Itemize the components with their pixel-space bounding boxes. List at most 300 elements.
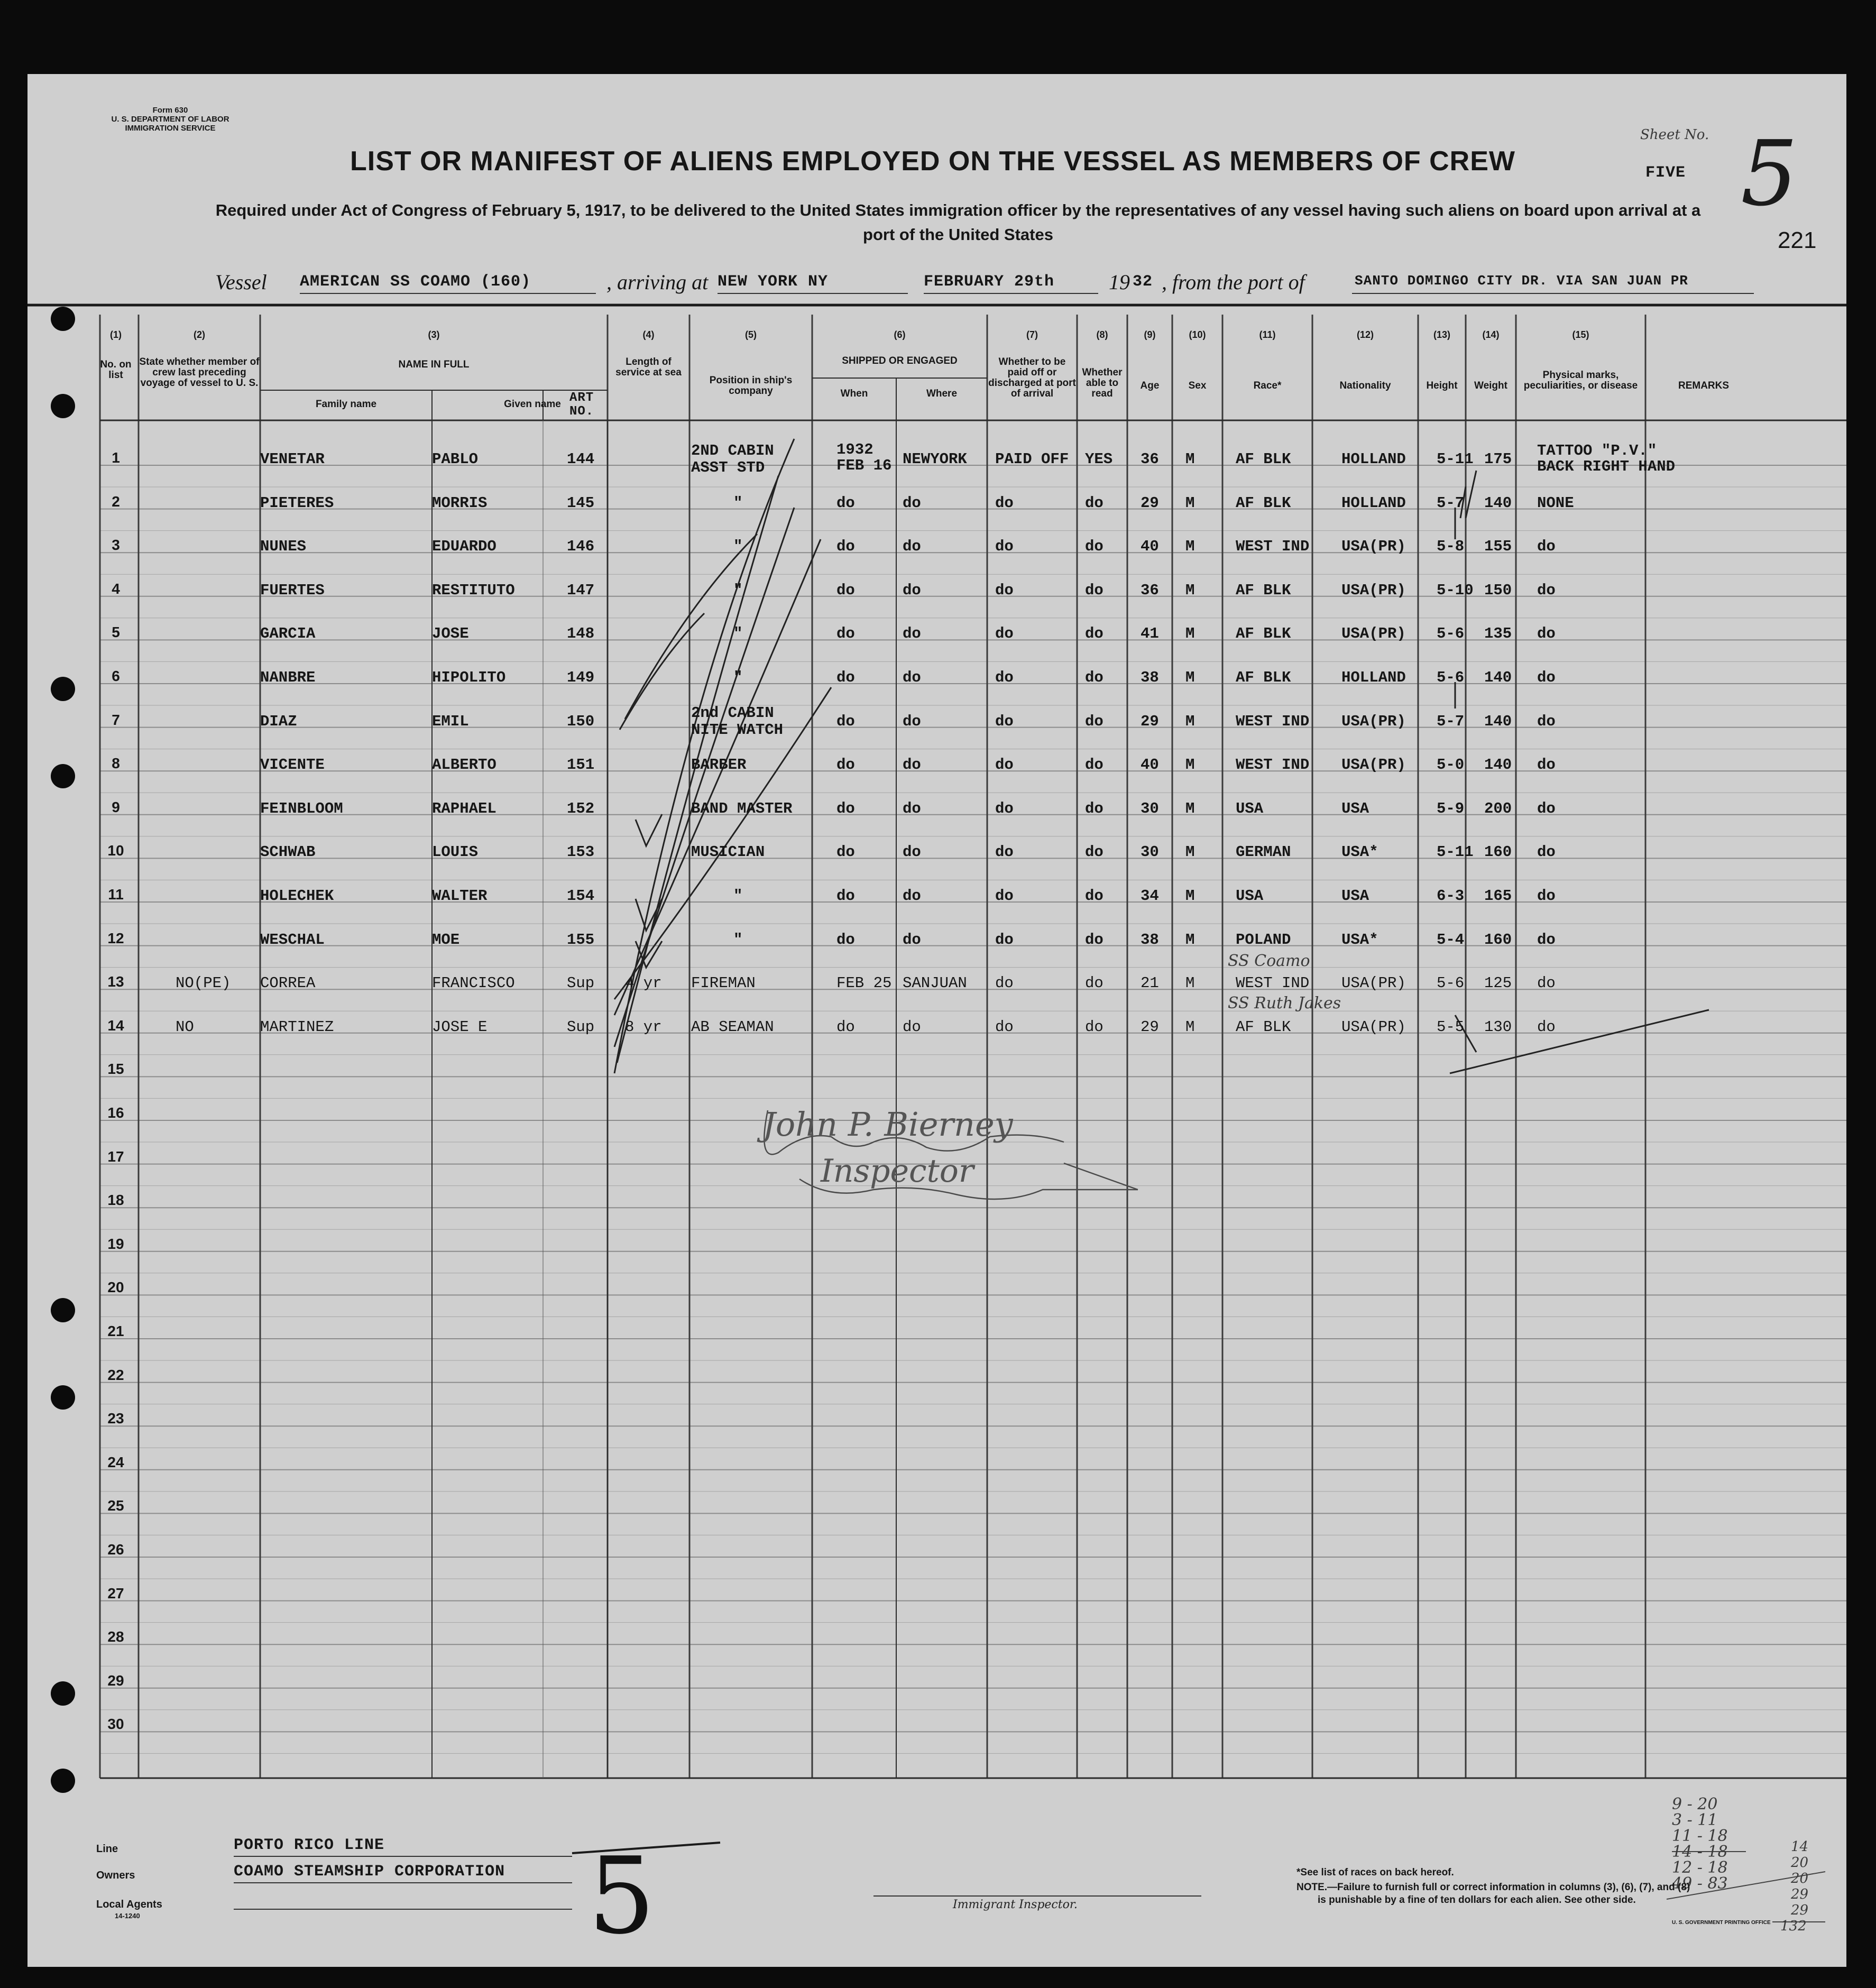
cell-weight: 200: [1484, 799, 1512, 817]
col-num: (12): [1356, 329, 1374, 340]
cell-race: WEST IND: [1236, 756, 1310, 774]
row-number: 5: [112, 624, 120, 641]
cell-art: 146: [567, 538, 595, 556]
tally-entry: 9 - 20: [1672, 1795, 1718, 1814]
cell-art: 148: [567, 625, 595, 643]
cell-weight: 165: [1484, 887, 1512, 905]
cell-pos2: NITE WATCH: [691, 721, 784, 739]
cell-age: 29: [1141, 1018, 1159, 1036]
cell-where: do: [903, 494, 921, 512]
cell-when2: do: [836, 625, 855, 643]
cell-pos1: ": [733, 538, 743, 556]
cell-given: MOE: [432, 931, 460, 949]
footer-owners: COAMO STEAMSHIP CORPORATION: [234, 1863, 505, 1881]
sheet-no-label: Sheet No.: [1640, 127, 1709, 143]
cell-phys1: do: [1537, 843, 1556, 861]
cell-pos1: BAND MASTER: [691, 799, 793, 817]
cell-sex: M: [1185, 581, 1195, 599]
cell-weight: 175: [1484, 450, 1512, 468]
cell-height: 6-3: [1437, 887, 1465, 905]
row-number: 4: [112, 580, 120, 597]
cell-family: MARTINEZ: [260, 1018, 334, 1036]
cell-given: WALTER: [432, 887, 488, 905]
footer-agents-label: Local Agents: [96, 1899, 162, 1910]
cell-height: 5-11: [1437, 843, 1474, 861]
cell-where: do: [903, 538, 921, 556]
cell-length: 4 yr: [625, 974, 662, 992]
cell-given: HIPOLITO: [432, 669, 506, 686]
cell-height: 5-4: [1437, 931, 1465, 949]
row-number: 16: [107, 1105, 124, 1121]
cell-age: 41: [1141, 625, 1159, 643]
cell-where: do: [903, 669, 921, 686]
cell-when2: do: [836, 931, 855, 949]
cell-race: POLAND: [1236, 931, 1291, 949]
row-number: 20: [107, 1279, 124, 1296]
cell-age: 36: [1141, 581, 1159, 599]
cell-where: do: [903, 887, 921, 905]
footer-inspector-label: Immigrant Inspector.: [953, 1898, 1078, 1911]
tally-right-entry: 14: [1791, 1839, 1809, 1855]
cell-art: 152: [567, 799, 595, 817]
cell-family: NANBRE: [260, 669, 316, 686]
cell-pos1: BARBER: [691, 756, 747, 774]
row-number: 11: [108, 886, 124, 903]
row-number: 10: [107, 842, 124, 859]
cell-weight: 140: [1484, 494, 1512, 512]
cell-art: 154: [567, 887, 595, 905]
cell-pos1: 2ND CABIN: [691, 442, 774, 459]
cell-phys1: do: [1537, 887, 1556, 905]
cell-where: do: [903, 1018, 921, 1036]
cell-nat: HOLLAND: [1341, 450, 1406, 468]
cell-pos1: ": [733, 931, 743, 949]
cell-race: AF BLK: [1236, 494, 1291, 512]
cell-phys1: NONE: [1537, 494, 1574, 512]
cell-sex: M: [1185, 625, 1195, 643]
cell-weight: 155: [1484, 538, 1512, 556]
sheet-no-handwritten: 5: [1741, 122, 1798, 226]
cell-paid: do: [995, 887, 1014, 905]
header-length-service: Length of service at sea: [615, 356, 682, 378]
cell-family: CORREA: [260, 974, 316, 992]
cell-where: do: [903, 625, 921, 643]
col-num: (3): [428, 329, 440, 340]
cell-phys1: do: [1537, 1018, 1556, 1036]
cell-height: 5-9: [1437, 799, 1465, 817]
arrival-date: FEBRUARY 29th: [924, 273, 1055, 291]
cell-sex: M: [1185, 843, 1195, 861]
cell-sex: M: [1185, 974, 1195, 992]
row-number: 3: [112, 537, 120, 554]
cell-paid: do: [995, 625, 1014, 643]
row-number: 25: [107, 1497, 124, 1514]
header-shipped-engaged: SHIPPED OR ENGAGED: [842, 355, 958, 366]
cell-read: do: [1085, 756, 1103, 774]
subtitle-line-2: port of the United States: [863, 225, 1053, 244]
cell-family: PIETERES: [260, 494, 334, 512]
cell-given: JOSE E: [432, 1018, 488, 1036]
col-num: (4): [642, 329, 655, 340]
cell-given: EDUARDO: [432, 538, 496, 556]
cell-where: SANJUAN: [903, 974, 967, 992]
col-num: (2): [194, 329, 205, 340]
cell-height: 5-11: [1437, 450, 1474, 468]
cell-art: 149: [567, 669, 595, 686]
cell-when1: 1932: [836, 441, 873, 458]
form-number: Form 630: [152, 106, 188, 115]
arrival-port: NEW YORK NY: [718, 273, 829, 291]
cell-phys1: TATTOO "P.V.": [1537, 442, 1657, 459]
tally-entry: 12 - 18: [1672, 1858, 1728, 1877]
cell-family: VENETAR: [260, 450, 325, 468]
header-sex: Sex: [1188, 380, 1207, 391]
cell-nat: USA(PR): [1341, 625, 1406, 643]
cell-phys1: do: [1537, 712, 1556, 730]
header-remarks: REMARKS: [1678, 380, 1730, 391]
cell-state: NO(PE): [176, 974, 231, 992]
cell-phys1: do: [1537, 581, 1556, 599]
cell-family: GARCIA: [260, 625, 316, 643]
cell-read: do: [1085, 843, 1103, 861]
cell-pos1: MUSICIAN: [691, 843, 765, 861]
department-label: U. S. DEPARTMENT OF LABOR: [111, 115, 229, 124]
cell-pos2: ASST STD: [691, 459, 765, 476]
tally-entry: 11 - 18: [1672, 1827, 1728, 1845]
cell-pos1: ": [733, 669, 743, 686]
cell-art: 144: [567, 450, 595, 468]
cell-pos1: ": [733, 625, 743, 643]
row-number: 28: [107, 1628, 124, 1645]
cell-weight: 160: [1484, 843, 1512, 861]
cell-where: do: [903, 931, 921, 949]
cell-age: 29: [1141, 712, 1159, 730]
cell-read: do: [1085, 931, 1103, 949]
cell-family: FUERTES: [260, 581, 325, 599]
cell-when2: do: [836, 1018, 855, 1036]
cell-paid: do: [995, 931, 1014, 949]
cell-read: do: [1085, 538, 1103, 556]
tally-right-entry: 20: [1791, 1871, 1809, 1886]
cell-race: USA: [1236, 799, 1264, 817]
arriving-label: , arriving at: [606, 270, 709, 294]
row-number: 15: [107, 1061, 124, 1078]
cell-read: do: [1085, 887, 1103, 905]
tally-right-entry: 29: [1791, 1886, 1809, 1902]
cell-paid: do: [995, 756, 1014, 774]
header-art-no: ART NO.: [569, 391, 594, 419]
header-nationality: Nationality: [1339, 380, 1391, 391]
row-number: 27: [107, 1585, 124, 1602]
cell-where: do: [903, 799, 921, 817]
row-number: 12: [107, 929, 124, 946]
cell-art: 151: [567, 756, 595, 774]
cell-age: 34: [1141, 887, 1159, 905]
col-num: (10): [1189, 329, 1206, 340]
cell-where: do: [903, 712, 921, 730]
cell-phys1: do: [1537, 974, 1556, 992]
row-number: 7: [112, 711, 120, 728]
cell-weight: 160: [1484, 931, 1512, 949]
cell-sex: M: [1185, 887, 1195, 905]
sheet-no-typed: FIVE: [1645, 164, 1686, 182]
cell-read: do: [1085, 1018, 1103, 1036]
col-num: (1): [110, 329, 122, 340]
cell-read: do: [1085, 581, 1103, 599]
row-number: 17: [107, 1148, 124, 1165]
cell-sex: M: [1185, 494, 1195, 512]
departure-port: SANTO DOMINGO CITY DR. VIA SAN JUAN PR: [1355, 273, 1688, 289]
handwritten-note-vessel: SS Coamo: [1228, 952, 1310, 970]
cell-nat: USA: [1341, 799, 1369, 817]
cell-paid: PAID OFF: [995, 450, 1069, 468]
footer-form-code: 14-1240: [115, 1912, 140, 1920]
cell-age: 38: [1141, 669, 1159, 686]
cell-age: 21: [1141, 974, 1159, 992]
cell-nat: USA: [1341, 887, 1369, 905]
cell-state: NO: [176, 1018, 194, 1036]
cell-family: HOLECHEK: [260, 887, 334, 905]
cell-nat: USA(PR): [1341, 974, 1406, 992]
cell-weight: 140: [1484, 669, 1512, 686]
cell-paid: do: [995, 1018, 1014, 1036]
cell-family: FEINBLOOM: [260, 799, 343, 817]
header-no-on-list: No. on list: [100, 359, 132, 381]
col-num: (5): [745, 329, 757, 340]
cell-weight: 135: [1484, 625, 1512, 643]
cell-race: AF BLK: [1236, 625, 1291, 643]
cell-race: AF BLK: [1236, 669, 1291, 686]
cell-art: 153: [567, 843, 595, 861]
cell-where: do: [903, 581, 921, 599]
cell-height: 5-5: [1437, 1018, 1465, 1036]
footer-note-2: is punishable by a fine of ten dollars for each alien. See other side.: [1318, 1894, 1636, 1906]
arrival-year: 32: [1133, 273, 1153, 291]
cell-pos1: ": [733, 887, 743, 905]
cell-sex: M: [1185, 1018, 1195, 1036]
cell-paid: do: [995, 799, 1014, 817]
header-race: Race*: [1253, 380, 1282, 391]
header-state-whether: State whether member of crew last preceding voyage of vessel to U. S.: [139, 356, 260, 389]
col-num: (11): [1259, 329, 1276, 340]
cell-when2: do: [836, 756, 855, 774]
bottom-sheet-number: 5: [588, 1835, 656, 1958]
cell-height: 5-7: [1437, 712, 1465, 730]
cell-when2: do: [836, 538, 855, 556]
cell-nat: USA(PR): [1341, 756, 1406, 774]
header-age: Age: [1140, 380, 1160, 391]
cell-family: SCHWAB: [260, 843, 316, 861]
cell-given: RESTITUTO: [432, 581, 515, 599]
cell-when2: FEB 25: [836, 974, 892, 992]
header-name-in-full: NAME IN FULL: [398, 359, 470, 370]
header-weight: Weight: [1474, 380, 1507, 391]
col-num: (9): [1144, 329, 1156, 340]
cell-age: 38: [1141, 931, 1159, 949]
inspector-signature: John P. Bierney: [762, 1105, 1013, 1144]
cell-given: MORRIS: [432, 494, 488, 512]
cell-pos1: 2nd CABIN: [691, 704, 774, 722]
cell-height: 5-7: [1437, 494, 1465, 512]
col-num: (15): [1572, 329, 1589, 340]
cell-age: 30: [1141, 843, 1159, 861]
cell-race: WEST IND: [1236, 712, 1310, 730]
tally-right-entry: 29: [1791, 1902, 1809, 1918]
row-number: 8: [112, 755, 120, 772]
header-where: Where: [926, 388, 958, 399]
row-number: 19: [107, 1235, 124, 1252]
cell-nat: HOLLAND: [1341, 494, 1406, 512]
row-number: 6: [112, 668, 120, 684]
cell-height: 5-8: [1437, 538, 1465, 556]
cell-read: do: [1085, 494, 1103, 512]
cell-paid: do: [995, 494, 1014, 512]
header-physical-marks: Physical marks, peculiarities, or disease: [1523, 370, 1638, 391]
cell-pos1: ": [733, 494, 743, 512]
row-number: 2: [112, 493, 120, 510]
cell-race: WEST IND: [1236, 974, 1310, 992]
col-num: (14): [1482, 329, 1500, 340]
cell-art: Sup: [567, 1018, 595, 1036]
cell-where: do: [903, 756, 921, 774]
header-paid-off: Whether to be paid off or discharged at port of arrival: [988, 356, 1076, 399]
cell-given: ALBERTO: [432, 756, 496, 774]
cell-sex: M: [1185, 538, 1195, 556]
cell-paid: do: [995, 669, 1014, 686]
cell-sex: M: [1185, 756, 1195, 774]
cell-nat: USA(PR): [1341, 581, 1406, 599]
service-label: IMMIGRATION SERVICE: [125, 124, 216, 133]
cell-length: 8 yr: [625, 1018, 662, 1036]
cell-paid: do: [995, 974, 1014, 992]
cell-when2: do: [836, 494, 855, 512]
cell-sex: M: [1185, 712, 1195, 730]
cell-when2: do: [836, 799, 855, 817]
cell-weight: 150: [1484, 581, 1512, 599]
cell-pos1: FIREMAN: [691, 974, 756, 992]
cell-nat: USA(PR): [1341, 1018, 1406, 1036]
col-num: (6): [894, 329, 906, 340]
cell-height: 5-6: [1437, 669, 1465, 686]
stamp-number: 221: [1778, 227, 1817, 253]
cell-read: do: [1085, 974, 1103, 992]
cell-weight: 125: [1484, 974, 1512, 992]
cell-age: 40: [1141, 756, 1159, 774]
row-number: 22: [107, 1366, 124, 1383]
footer-line-label: Line: [96, 1843, 118, 1855]
cell-phys1: do: [1537, 931, 1556, 949]
cell-weight: 140: [1484, 712, 1512, 730]
cell-art: 150: [567, 712, 595, 730]
footer-races-note: *See list of races on back hereof.: [1296, 1867, 1454, 1878]
header-family-name: Family name: [315, 399, 377, 410]
row-number: 14: [107, 1017, 124, 1034]
cell-age: 40: [1141, 538, 1159, 556]
cell-art: Sup: [567, 974, 595, 992]
col-num: (13): [1433, 329, 1450, 340]
row-number: 29: [107, 1672, 124, 1689]
header-when: When: [840, 388, 868, 399]
tally-right-entry: 132: [1780, 1918, 1807, 1934]
cell-sex: M: [1185, 799, 1195, 817]
cell-paid: do: [995, 581, 1014, 599]
cell-art: 155: [567, 931, 595, 949]
cell-family: NUNES: [260, 538, 307, 556]
cell-pos1: AB SEAMAN: [691, 1018, 774, 1036]
handwritten-note-vessel-2: SS Ruth Jakes: [1228, 994, 1341, 1013]
cell-given: JOSE: [432, 625, 469, 643]
row-number: 30: [107, 1716, 124, 1733]
cell-height: 5-6: [1437, 974, 1465, 992]
cell-race: WEST IND: [1236, 538, 1310, 556]
cell-family: WESCHAL: [260, 931, 325, 949]
cell-read: do: [1085, 712, 1103, 730]
cell-when2: FEB 16: [836, 457, 892, 474]
footer-note-1: NOTE.—Failure to furnish full or correct information in columns (3), (6), (7), and (8): [1296, 1882, 1690, 1893]
cell-where: do: [903, 843, 921, 861]
cell-sex: M: [1185, 450, 1195, 468]
cell-height: 5-10: [1437, 581, 1474, 599]
cell-when2: do: [836, 887, 855, 905]
cell-given: RAPHAEL: [432, 799, 496, 817]
tally-right-entry: 20: [1791, 1855, 1809, 1871]
cell-sex: M: [1185, 931, 1195, 949]
cell-pos1: ": [733, 581, 743, 599]
header-height: Height: [1426, 380, 1458, 391]
year-prefix: 19: [1109, 270, 1130, 294]
cell-given: PABLO: [432, 450, 479, 468]
cell-age: 29: [1141, 494, 1159, 512]
row-number: 21: [107, 1323, 124, 1339]
cell-read: do: [1085, 799, 1103, 817]
cell-paid: do: [995, 843, 1014, 861]
vessel-name: AMERICAN SS COAMO (160): [300, 273, 531, 291]
cell-family: DIAZ: [260, 712, 297, 730]
cell-given: LOUIS: [432, 843, 479, 861]
cell-height: 5-6: [1437, 625, 1465, 643]
col-num: (8): [1096, 329, 1108, 340]
cell-art: 145: [567, 494, 595, 512]
vessel-label: Vessel: [215, 270, 267, 294]
inspector-title: Inspector: [821, 1153, 974, 1190]
row-number: 1: [112, 449, 120, 466]
cell-phys2: BACK RIGHT HAND: [1537, 458, 1676, 475]
header-able-read: Whether able to read: [1082, 367, 1123, 399]
cell-height: 5-0: [1437, 756, 1465, 774]
row-number: 26: [107, 1541, 124, 1558]
page-title: LIST OR MANIFEST OF ALIENS EMPLOYED ON THE VESSEL AS MEMBERS OF CREW: [350, 146, 1515, 177]
cell-paid: do: [995, 712, 1014, 730]
cell-nat: USA*: [1341, 843, 1378, 861]
cell-age: 30: [1141, 799, 1159, 817]
cell-race: GERMAN: [1236, 843, 1291, 861]
cell-phys1: do: [1537, 756, 1556, 774]
cell-nat: HOLLAND: [1341, 669, 1406, 686]
tally-entry: 3 - 11: [1672, 1811, 1718, 1829]
cell-when2: do: [836, 712, 855, 730]
subtitle-line-1: Required under Act of Congress of February 5, 1917, to be delivered to the United States immigration officer by the representatives of any vessel having such aliens on board upon arrival at a: [215, 201, 1701, 219]
row-number: 23: [107, 1410, 124, 1427]
tally-entry: 14 - 18: [1672, 1843, 1728, 1861]
header-position: Position in ship's company: [709, 375, 793, 397]
cell-read: do: [1085, 625, 1103, 643]
cell-nat: USA*: [1341, 931, 1378, 949]
from-port-label: , from the port of: [1162, 270, 1305, 294]
manifest-sheet: [27, 74, 1846, 1967]
cell-where: NEWYORK: [903, 450, 967, 468]
row-number: 24: [107, 1453, 124, 1470]
cell-phys1: do: [1537, 799, 1556, 817]
